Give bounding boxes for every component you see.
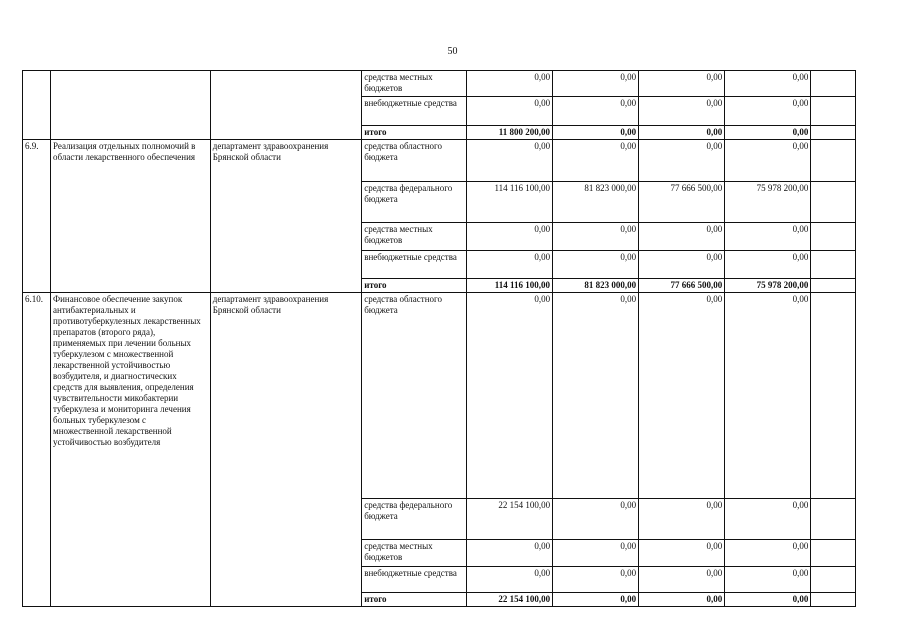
value-year-2: 0,00 (553, 71, 639, 97)
value-year-1: 0,00 (466, 97, 552, 126)
value-year-3: 0,00 (639, 251, 725, 279)
value-year-1: 0,00 (466, 251, 552, 279)
funding-source: итого (362, 593, 467, 607)
value-year-3: 77 666 500,00 (639, 182, 725, 223)
value-year-3: 0,00 (639, 97, 725, 126)
funding-source: средства областного бюджета (362, 293, 467, 499)
extra-cell (811, 182, 856, 223)
funding-source: итого (362, 126, 467, 140)
value-year-3: 0,00 (639, 223, 725, 251)
value-year-4: 0,00 (725, 140, 811, 182)
value-year-4: 0,00 (725, 71, 811, 97)
funding-source: средства федерального бюджета (362, 182, 467, 223)
table-row (23, 71, 856, 97)
table-row (23, 140, 856, 182)
funding-source: внебюджетные средства (362, 97, 467, 126)
extra-cell (811, 593, 856, 607)
extra-cell (811, 251, 856, 279)
value-year-2: 0,00 (553, 593, 639, 607)
extra-cell (811, 97, 856, 126)
item-number-cell (23, 71, 51, 140)
value-year-4: 0,00 (725, 540, 811, 567)
value-year-1: 0,00 (466, 71, 552, 97)
value-year-2: 0,00 (553, 223, 639, 251)
extra-cell (811, 71, 856, 97)
item-name-cell: Реализация отдельных полномочий в области лекарственного обеспечения (51, 140, 211, 293)
value-year-2: 0,00 (553, 540, 639, 567)
value-year-3: 0,00 (639, 567, 725, 593)
value-year-4: 0,00 (725, 251, 811, 279)
value-year-4: 75 978 200,00 (725, 279, 811, 293)
value-year-2: 81 823 000,00 (553, 279, 639, 293)
value-year-3: 0,00 (639, 140, 725, 182)
funding-source: средства местных бюджетов (362, 71, 467, 97)
value-year-4: 0,00 (725, 593, 811, 607)
value-year-3: 0,00 (639, 293, 725, 499)
value-year-4: 0,00 (725, 293, 811, 499)
value-year-3: 0,00 (639, 71, 725, 97)
funding-source: внебюджетные средства (362, 251, 467, 279)
value-year-1: 0,00 (466, 293, 552, 499)
value-year-2: 0,00 (553, 251, 639, 279)
extra-cell (811, 279, 856, 293)
value-year-4: 0,00 (725, 97, 811, 126)
executor-cell: департамент здравоохранения Брянской области (210, 140, 361, 293)
value-year-4: 0,00 (725, 126, 811, 140)
value-year-3: 0,00 (639, 593, 725, 607)
value-year-4: 0,00 (725, 567, 811, 593)
value-year-3: 0,00 (639, 540, 725, 567)
value-year-2: 0,00 (553, 499, 639, 540)
value-year-1: 22 154 100,00 (466, 499, 552, 540)
table-row (23, 293, 856, 499)
value-year-1: 114 116 100,00 (466, 279, 552, 293)
value-year-1: 0,00 (466, 223, 552, 251)
funding-source: внебюджетные средства (362, 567, 467, 593)
item-name-cell (51, 71, 211, 140)
value-year-4: 0,00 (725, 499, 811, 540)
extra-cell (811, 223, 856, 251)
value-year-3: 77 666 500,00 (639, 279, 725, 293)
value-year-2: 81 823 000,00 (553, 182, 639, 223)
value-year-4: 75 978 200,00 (725, 182, 811, 223)
executor-cell: департамент здравоохранения Брянской области (210, 293, 361, 607)
extra-cell (811, 499, 856, 540)
funding-source: итого (362, 279, 467, 293)
value-year-3: 0,00 (639, 499, 725, 540)
item-number-cell: 6.9. (23, 140, 51, 293)
value-year-3: 0,00 (639, 126, 725, 140)
extra-cell (811, 293, 856, 499)
page-number: 50 (447, 46, 458, 57)
executor-cell (210, 71, 361, 140)
value-year-2: 0,00 (553, 140, 639, 182)
extra-cell (811, 567, 856, 593)
funding-source: средства областного бюджета (362, 140, 467, 182)
value-year-2: 0,00 (553, 567, 639, 593)
value-year-1: 22 154 100,00 (466, 593, 552, 607)
value-year-2: 0,00 (553, 126, 639, 140)
value-year-2: 0,00 (553, 97, 639, 126)
extra-cell (811, 126, 856, 140)
value-year-1: 0,00 (466, 567, 552, 593)
value-year-2: 0,00 (553, 293, 639, 499)
funding-source: средства местных бюджетов (362, 540, 467, 567)
item-name-cell: Финансовое обеспечение закупок антибактериальных и противотуберкулезных лекарственных препаратов (второго ряда), применяемых при лечении больных туберкулезом с множественной лекарственной устойчивостью возбудителя, и диагностических средств для выявления, определения чувствительности микобактерии туберкулеза и мониторинга лечения больных туберкулезом с множественной лекарственной устойчивостью возбудителя (51, 293, 211, 607)
value-year-1: 0,00 (466, 540, 552, 567)
item-number-cell: 6.10. (23, 293, 51, 607)
value-year-1: 114 116 100,00 (466, 182, 552, 223)
value-year-1: 0,00 (466, 140, 552, 182)
funding-source: средства местных бюджетов (362, 223, 467, 251)
value-year-4: 0,00 (725, 223, 811, 251)
extra-cell (811, 540, 856, 567)
extra-cell (811, 140, 856, 182)
value-year-1: 11 800 200,00 (466, 126, 552, 140)
budget-table (22, 70, 856, 607)
funding-source: средства федерального бюджета (362, 499, 467, 540)
